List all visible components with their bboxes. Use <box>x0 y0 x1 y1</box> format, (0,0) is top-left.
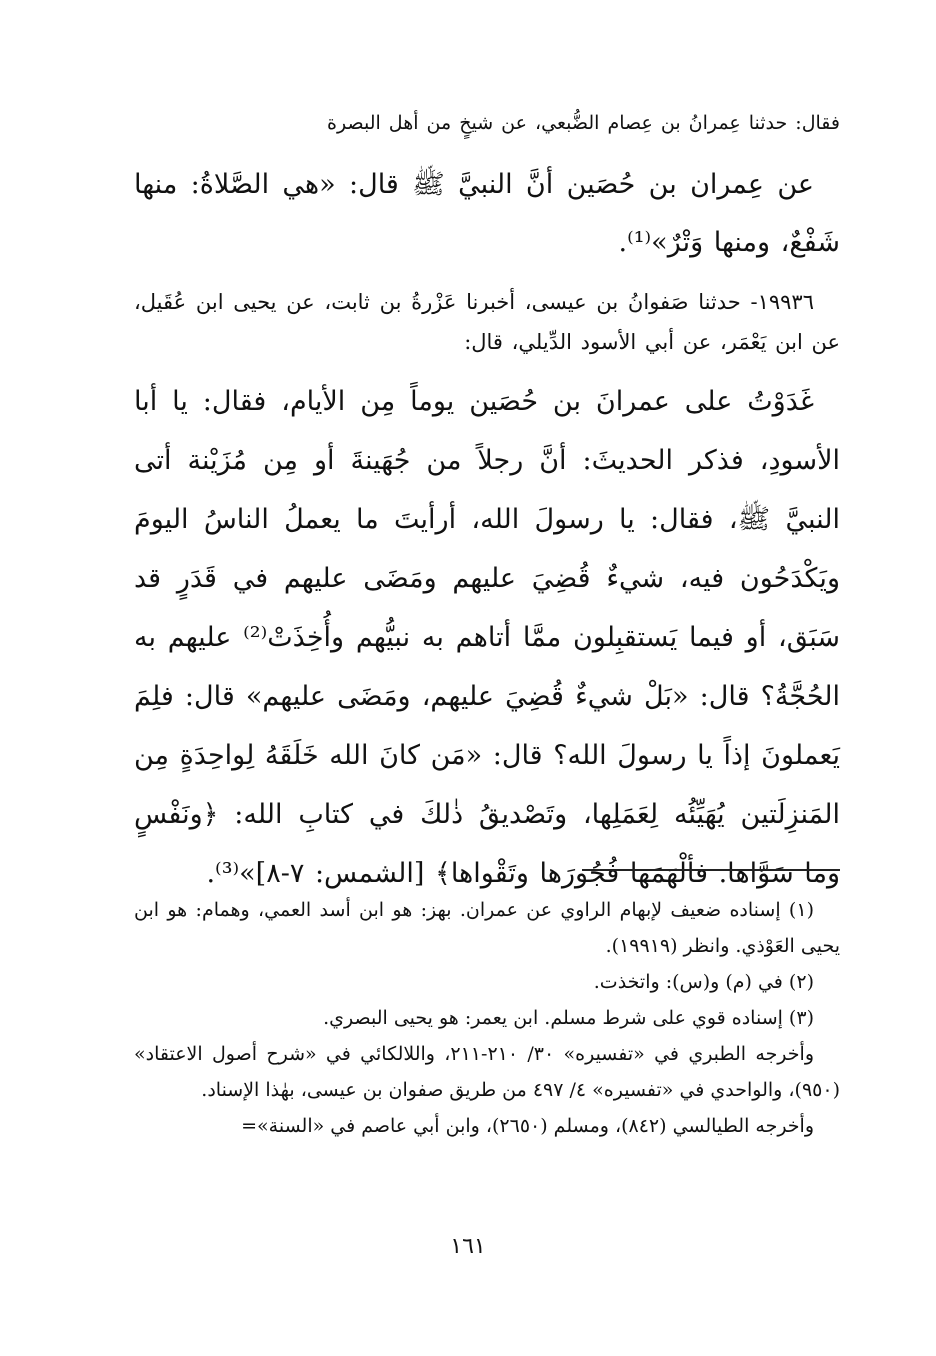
header-line: فقال: حدثنا عِمرانُ بن عِصام الضُّبعي، عن شيخٍ من أهل البصرة <box>327 112 840 134</box>
hadith-text-paragraph: عن عِمران بن حُصَين أنَّ النبيَّ ﷺ قال: «هي الصَّلاةُ: منها شَفْعٌ، ومنها وَتْرٌ»⁽¹⁾. <box>134 169 840 258</box>
hadith-isnad-19936 <box>134 282 840 362</box>
footnote-3: (٣) إسناده قوي على شرط مسلم. ابن يعمر: هو يحيى البصري. <box>323 1007 814 1029</box>
footnote-3-continuation: وأخرجه الطبري في «تفسيره» ٣٠/ ٢١٠-٢١١، واللالكائي في «شرح أصول الاعتقاد» (٩٥٠)، والواحدي في «تفسيره» ٤/ ٤٩٧ من طريق صفوان بن عيسى، بهٰذا الإسناد. <box>134 1043 840 1101</box>
page-number: ١٦١ <box>450 1234 486 1259</box>
footnote-2: (٢) في (م) و(س): واتخذت. <box>593 971 814 993</box>
hadith-matn-19936 <box>134 372 840 903</box>
footnote-1: (١) إسناده ضعيف لإبهام الراوي عن عمران. بهز: هو ابن أسد العمي، وهمام: هو ابن يحيى العَوْذي. وانظر (١٩٩١٩). <box>134 899 840 957</box>
footnotes-section <box>134 892 840 1144</box>
hadith-text-continuation <box>134 156 840 272</box>
footnote-3-continuation-2: وأخرجه الطيالسي (٨٤٢)، ومسلم (٢٦٥٠)، وابن أبي عاصم في «السنة»= <box>241 1115 814 1137</box>
matn-paragraph: غَدَوْتُ على عمرانَ بن حُصَين يوماً مِن الأيام، فقال: يا أبا الأسودِ، فذكر الحديثَ: أنَّ رجلاً من جُهَينةَ أو مِن مُزَيْنة أتى النبيَّ ﷺ، فقال: يا رسولَ الله، أرأيتَ ما يعملُ الناسُ اليومَ ويَكْدَحُون فيه، شيءٌ قُضِيَ عليهم ومَضَى عليهم في قَدَرٍ قد سَبَق، أو فيما يَستقبِلون ممَّا أتاهم به نبيُّهم وأُخِذَتْ⁽²⁾ عليهم به الحُجَّةُ؟ قال: «بَلْ شيءٌ قُضِيَ عليهم، ومَضَى عليهم» قال: فلِمَ يَعملونَ إذاً يا رسولَ الله؟ قال: «مَن كانَ الله خَلَقَهُ لِواحِدَةٍ مِن المَنزِلَتين يُهَيِّئُه لِعَمَلِها، وتَصْديقُ ذٰلكَ في كتابِ الله: ﴿ونَفْسٍ وما سَوَّاها. فألْهَمَها فُجُورَها وتَقْواها﴾ [الشمس: ٧-٨]»⁽³⁾. <box>134 386 840 889</box>
footnote-divider <box>582 869 840 871</box>
isnad-paragraph: ١٩٩٣٦- حدثنا صَفوانُ بن عيسى، أخبرنا عَزْرةُ بن ثابت، عن يحيى ابن عُقَيل، عن ابن يَعْمَر، عن أبي الأسود الدِّيلي، قال: <box>134 290 840 354</box>
